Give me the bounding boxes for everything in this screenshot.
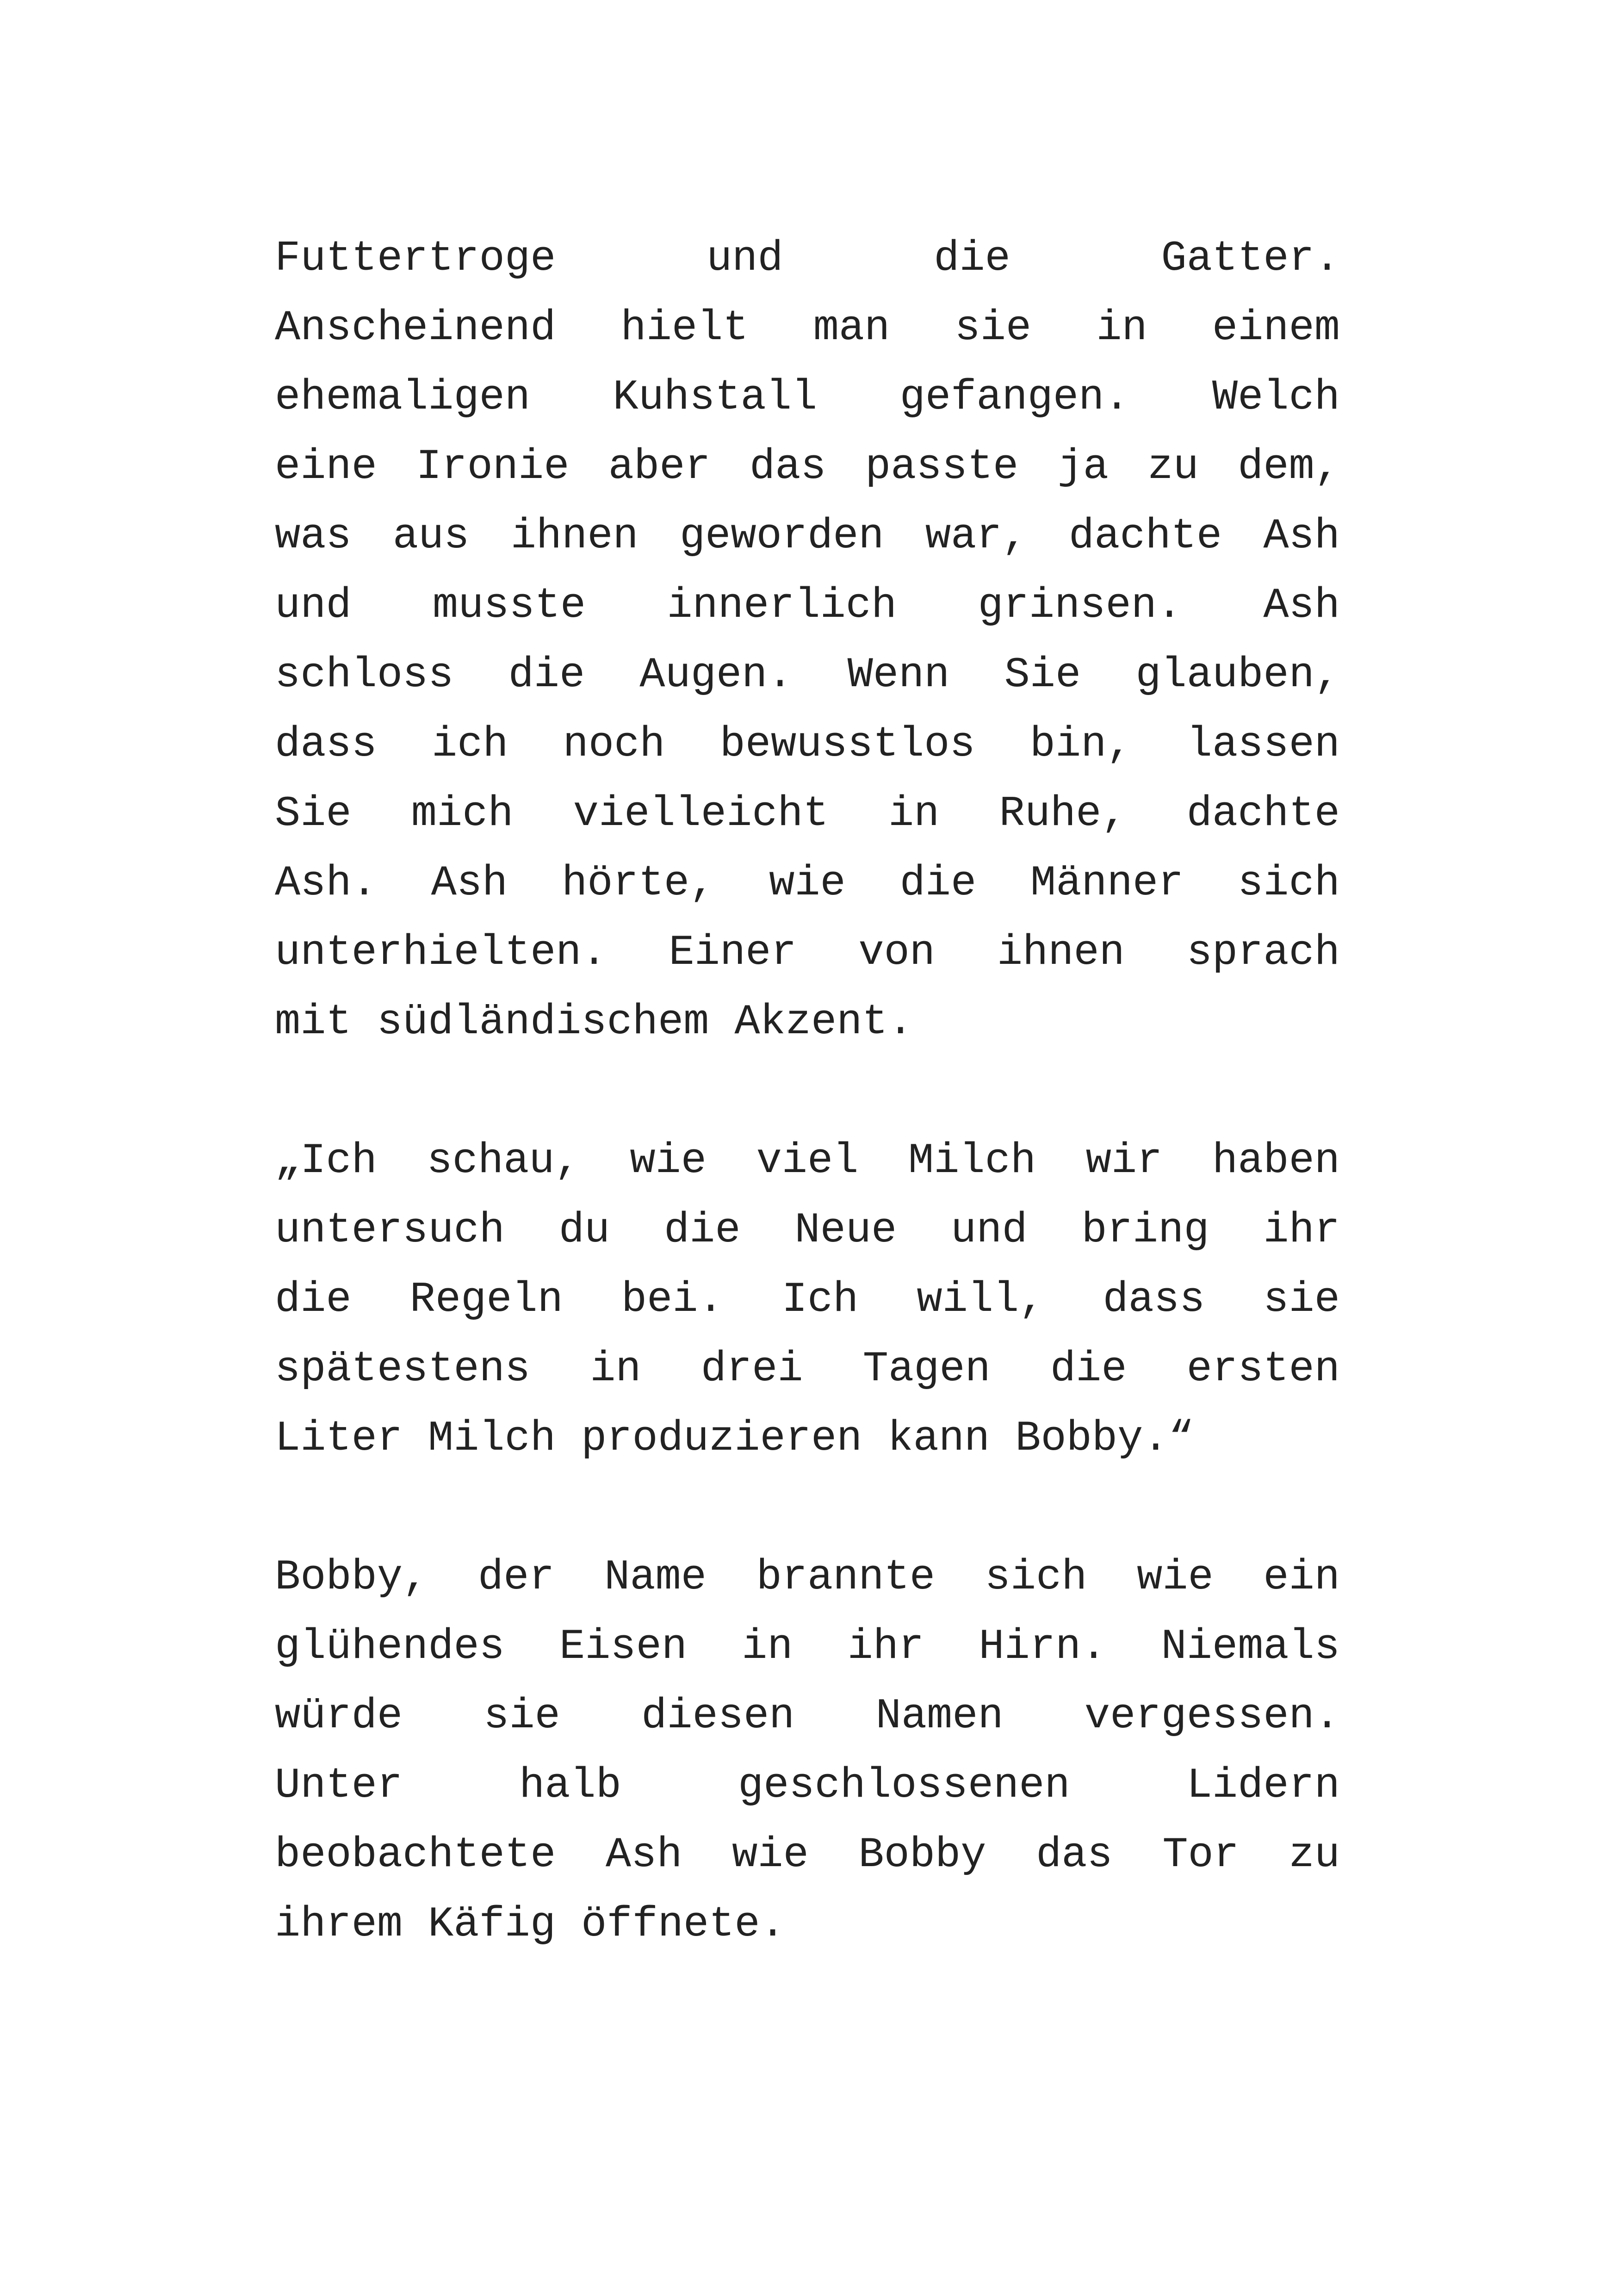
word: die <box>934 234 1010 283</box>
text-line <box>275 1126 1340 1196</box>
word: von <box>858 928 936 977</box>
word: sprach <box>1186 928 1340 977</box>
word: innerlich <box>667 581 897 630</box>
text-line <box>275 918 1340 987</box>
word: glühendes <box>275 1622 505 1671</box>
text-line <box>275 1265 1340 1334</box>
word: Hirn. <box>979 1622 1107 1671</box>
word: vergessen. <box>1084 1692 1340 1740</box>
word: die <box>508 651 585 699</box>
word: wie <box>769 859 846 907</box>
text-line <box>275 987 1340 1057</box>
word: Ruhe, <box>999 789 1127 838</box>
word: dachte <box>1186 789 1340 838</box>
word: Anscheinend <box>275 304 556 352</box>
word: gefangen. <box>899 373 1130 422</box>
word: bin, <box>1029 720 1132 769</box>
word: in <box>888 789 940 838</box>
word: musste <box>432 581 586 630</box>
paragraph-2 <box>275 1126 1340 1473</box>
word: würde <box>275 1692 403 1740</box>
word: in <box>1096 304 1147 352</box>
word: produzieren <box>581 1414 862 1463</box>
text-line <box>275 293 1340 363</box>
word: du <box>558 1206 610 1254</box>
word: ehemaligen <box>275 373 531 422</box>
word: Neue <box>794 1206 897 1254</box>
word: dem, <box>1238 442 1340 491</box>
word: haben <box>1212 1136 1340 1185</box>
text-line <box>275 432 1340 502</box>
word: Unter <box>275 1761 403 1810</box>
word: geworden <box>679 512 884 560</box>
word: bewusstlos <box>719 720 975 769</box>
word: wie <box>630 1136 707 1185</box>
word: vielleicht <box>573 789 829 838</box>
word: ersten <box>1186 1345 1340 1393</box>
word: Wenn <box>847 651 950 699</box>
text-line <box>275 1543 1340 1612</box>
word: Namen <box>875 1692 1004 1740</box>
word: Käfig <box>428 1900 556 1948</box>
word: kann <box>887 1414 990 1463</box>
text-line <box>275 1612 1340 1682</box>
word: untersuch <box>275 1206 505 1254</box>
word: Augen. <box>639 651 793 699</box>
word: ihnen <box>997 928 1125 977</box>
word: lassen <box>1186 720 1340 769</box>
word: halb <box>519 1761 621 1810</box>
word: Tor <box>1162 1831 1239 1879</box>
word: wie <box>732 1831 809 1879</box>
word: Gatter. <box>1161 234 1340 283</box>
word: dachte <box>1068 512 1222 560</box>
word: Welch <box>1212 373 1340 422</box>
word: was <box>275 512 352 560</box>
word: Lidern <box>1186 1761 1340 1810</box>
word: Akzent. <box>734 998 913 1046</box>
word: Liter <box>275 1414 403 1463</box>
word: das <box>749 442 826 491</box>
word: und <box>275 581 352 630</box>
word: sie <box>955 304 1032 352</box>
word: zu <box>1289 1831 1340 1879</box>
word: Bobby.“ <box>1015 1414 1194 1463</box>
text-line <box>275 849 1340 918</box>
word: will, <box>917 1275 1045 1324</box>
word: Eisen <box>559 1622 688 1671</box>
word: wie <box>1137 1553 1214 1601</box>
text-line <box>275 640 1340 710</box>
word: ihr <box>847 1622 924 1671</box>
word: Einer <box>669 928 797 977</box>
paragraph-1 <box>275 224 1340 1057</box>
word: der <box>477 1553 555 1601</box>
word: viel <box>756 1136 859 1185</box>
word: „Ich <box>275 1136 377 1185</box>
word: ich <box>431 720 508 769</box>
word: ja <box>1057 442 1109 491</box>
word: Tagen <box>862 1345 991 1393</box>
word: ihr <box>1263 1206 1340 1254</box>
word: sich <box>985 1553 1087 1601</box>
word: aber <box>608 442 711 491</box>
word: Ash <box>431 859 508 907</box>
text-line <box>275 224 1340 293</box>
word: brannte <box>756 1553 936 1601</box>
word: wir <box>1085 1136 1163 1185</box>
word: bring <box>1081 1206 1209 1254</box>
word: man <box>813 304 890 352</box>
word: mich <box>411 789 514 838</box>
text-line <box>275 710 1340 779</box>
word: grinsen. <box>978 581 1183 630</box>
text-line <box>275 1196 1340 1265</box>
word: hörte, <box>562 859 715 907</box>
word: Name <box>604 1553 707 1601</box>
word: Ash. <box>275 859 377 907</box>
word: Ash <box>1263 512 1340 560</box>
text-line <box>275 571 1340 640</box>
word: Ich <box>781 1275 859 1324</box>
text-line <box>275 363 1340 432</box>
word: Niemals <box>1161 1622 1340 1671</box>
word: bei. <box>621 1275 724 1324</box>
text-line <box>275 1334 1340 1404</box>
word: schau, <box>427 1136 580 1185</box>
word: passte <box>865 442 1019 491</box>
word: zu <box>1147 442 1199 491</box>
text-line <box>275 1820 1340 1890</box>
word: eine <box>275 442 377 491</box>
word: das <box>1036 1831 1113 1879</box>
word: die <box>663 1206 741 1254</box>
word: beobachtete <box>275 1831 556 1879</box>
text-line <box>275 1404 1340 1473</box>
word: ein <box>1263 1553 1340 1601</box>
word: mit <box>275 998 352 1046</box>
word: hielt <box>620 304 749 352</box>
word: einem <box>1212 304 1340 352</box>
word: Regeln <box>409 1275 563 1324</box>
word: aus <box>392 512 470 560</box>
word: und <box>951 1206 1028 1254</box>
word: dass <box>1103 1275 1205 1324</box>
word: Männer <box>1030 859 1184 907</box>
word: Futtertroge <box>275 234 556 283</box>
word: Bobby, <box>275 1553 428 1601</box>
word: südländischem <box>377 998 709 1046</box>
word: Bobby <box>858 1831 986 1879</box>
word: und <box>706 234 783 283</box>
word: die <box>899 859 977 907</box>
text-line <box>275 1751 1340 1820</box>
word: Sie <box>1004 651 1081 699</box>
word: unterhielten. <box>275 928 607 977</box>
word: dass <box>275 720 377 769</box>
word: Ash <box>1263 581 1340 630</box>
word: noch <box>563 720 665 769</box>
word: Ironie <box>416 442 570 491</box>
text-line <box>275 502 1340 571</box>
word: schloss <box>275 651 454 699</box>
word: sie <box>1263 1275 1340 1324</box>
word: Kuhstall <box>613 373 818 422</box>
word: sich <box>1238 859 1340 907</box>
word: Ash <box>605 1831 682 1879</box>
text-line <box>275 779 1340 849</box>
word: ihrem <box>275 1900 403 1948</box>
word: spätestens <box>275 1345 531 1393</box>
word: sie <box>484 1692 560 1740</box>
word: die <box>275 1275 352 1324</box>
text-line <box>275 1890 1340 1959</box>
word: diesen <box>641 1692 795 1740</box>
word: Sie <box>275 789 352 838</box>
word: öffnete. <box>581 1900 786 1948</box>
text-line <box>275 1682 1340 1751</box>
word: in <box>590 1345 641 1393</box>
word: war, <box>925 512 1028 560</box>
paragraph-3 <box>275 1543 1340 1959</box>
word: geschlossenen <box>738 1761 1070 1810</box>
word: Milch <box>908 1136 1036 1185</box>
word: die <box>1050 1345 1127 1393</box>
word: in <box>742 1622 793 1671</box>
word: Milch <box>428 1414 556 1463</box>
word: drei <box>701 1345 803 1393</box>
word: ihnen <box>510 512 639 560</box>
word: glauben, <box>1135 651 1340 699</box>
